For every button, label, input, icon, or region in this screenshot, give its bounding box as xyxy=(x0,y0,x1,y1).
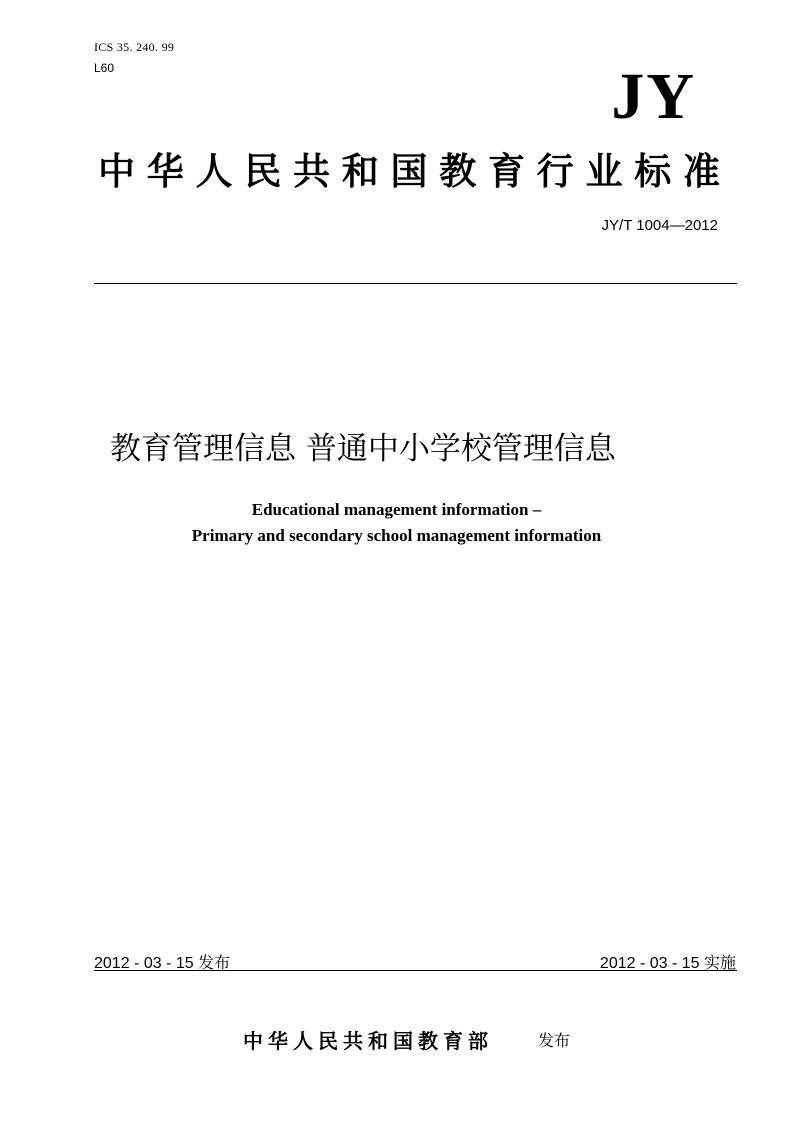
document-title-english-line2: Primary and secondary school management information xyxy=(191,526,602,545)
document-title-chinese: 教育管理信息 普通中小学校管理信息 xyxy=(110,431,616,467)
jy-logo: JY xyxy=(611,60,696,133)
standard-category-title: 中华人民共和国教育行业标准 xyxy=(98,149,720,193)
top-divider xyxy=(94,283,737,284)
bottom-divider xyxy=(94,970,737,971)
issue-date: 2012 - 03 - 15 发布 xyxy=(94,955,231,972)
publisher-name: 中华人民共和国教育部 xyxy=(243,1029,493,1053)
document-title-english-line1: Educational management information – xyxy=(251,500,542,519)
standard-number: JY/T 1004—2012 xyxy=(601,217,718,234)
implementation-date: 2012 - 03 - 15 实施 xyxy=(599,955,736,972)
classification-code: L60 xyxy=(94,61,115,75)
ics-code: ICS 35. 240. 99 xyxy=(94,40,175,54)
publish-label: 发布 xyxy=(538,1031,571,1050)
